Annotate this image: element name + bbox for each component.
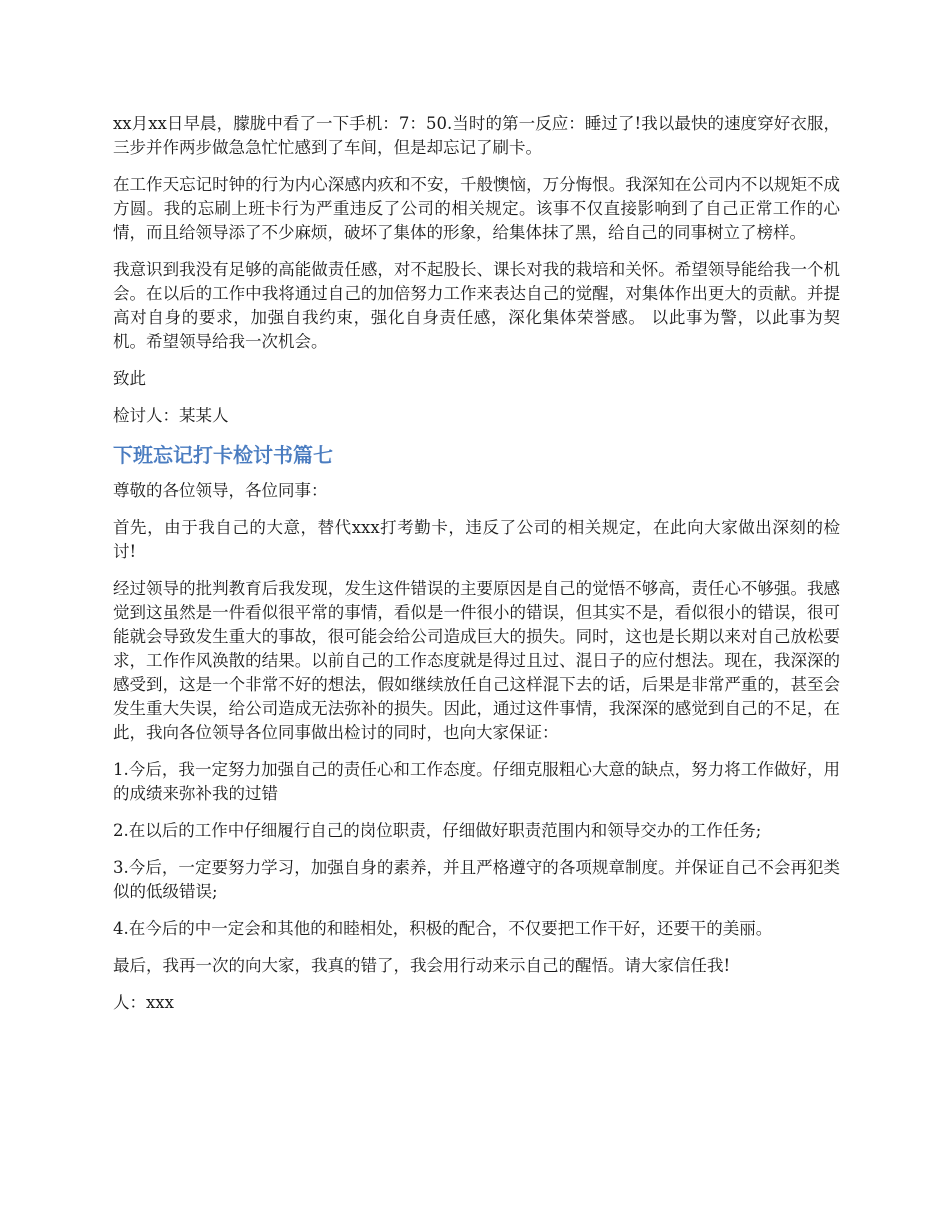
section-heading: 下班忘记打卡检讨书篇七 — [113, 443, 333, 467]
paragraph-intro: xx月xx日早晨，朦胧中看了一下手机：7：50.当时的第一反应：睡过了!我以最快的速度穿好衣服，三步并作两步做急急忙忙感到了车间，但是却忘记了刷卡。 — [113, 114, 840, 157]
greeting-line: 尊敬的各位领导，各位同事： — [113, 481, 328, 500]
signature-line-2: 人：xxx — [113, 993, 174, 1012]
closing-salutation: 致此 — [113, 369, 146, 388]
paragraph-regret: 在工作天忘记时钟的行为内心深感内疚和不安，千般懊恼，万分悔恨。我深知在公司内不以规矩不成方圆。我的忘刷上班卡行为严重违反了公司的相关规定。该事不仅直接影响到了自己正常工作的心情，而且给领导添了不少麻烦，破坏了集体的形象，给集体抹了黑，给自己的同事树立了榜样。 — [113, 175, 840, 242]
pledge-item-4: 4.在今后的中一定会和其他的和睦相处，积极的配合，不仅要把工作干好，还要干的美丽。 — [113, 919, 773, 938]
document-page — [113, 112, 840, 1028]
paragraph-resolve: 我意识到我没有足够的高能做责任感，对不起股长、课长对我的栽培和关怀。希望领导能给我一个机会。在以后的工作中我将通过自己的加倍努力工作来表达自己的觉醒，对集体作出更大的贡献。并提高对自身的要求，加强自我约束，强化自身责任感，深化集体荣誉感。 以此事为警，以此事为契机。希望领导给我一次机会。 — [113, 260, 840, 351]
signature-line: 检讨人：某某人 — [113, 406, 229, 425]
paragraph-reflection: 经过领导的批判教育后我发现，发生这件错误的主要原因是自己的觉悟不够高，责任心不够强。我感觉到这虽然是一件看似很平常的事情，看似是一件很小的错误，但其实不是，看似很小的错误，很可能就会导致发生重大的事故，很可能会给公司造成巨大的损失。同时，这也是长期以来对自己放松要求，工作作风涣散的结果。以前自己的工作态度就是得过且过、混日子的应付想法。现在，我深深的感受到，这是一个非常不好的想法，假如继续放任自己这样混下去的话，后果是非常严重的，甚至会发生重大失误，给公司造成无法弥补的损失。因此，通过这件事情，我深深的感觉到自己的不足，在此，我向各位领导各位同事做出检讨的同时，也向大家保证： — [113, 579, 840, 742]
pledge-item-2: 2.在以后的工作中仔细履行自己的岗位职责，仔细做好职责范围内和领导交办的工作任务; — [113, 821, 762, 840]
pledge-item-1: 1.今后，我一定努力加强自己的责任心和工作态度。仔细克服粗心大意的缺点，努力将工作做好，用的成绩来弥补我的过错 — [113, 760, 840, 803]
pledge-item-3: 3.今后，一定要努力学习，加强自身的素养，并且严格遵守的各项规章制度。并保证自己不会再犯类似的低级错误; — [113, 858, 840, 901]
paragraph-final: 最后，我再一次的向大家，我真的错了，我会用行动来示自己的醒悟。请大家信任我! — [113, 956, 731, 975]
paragraph-apology: 首先，由于我自己的大意，替代xxx打考勤卡，违反了公司的相关规定，在此向大家做出深刻的检讨! — [113, 518, 840, 561]
